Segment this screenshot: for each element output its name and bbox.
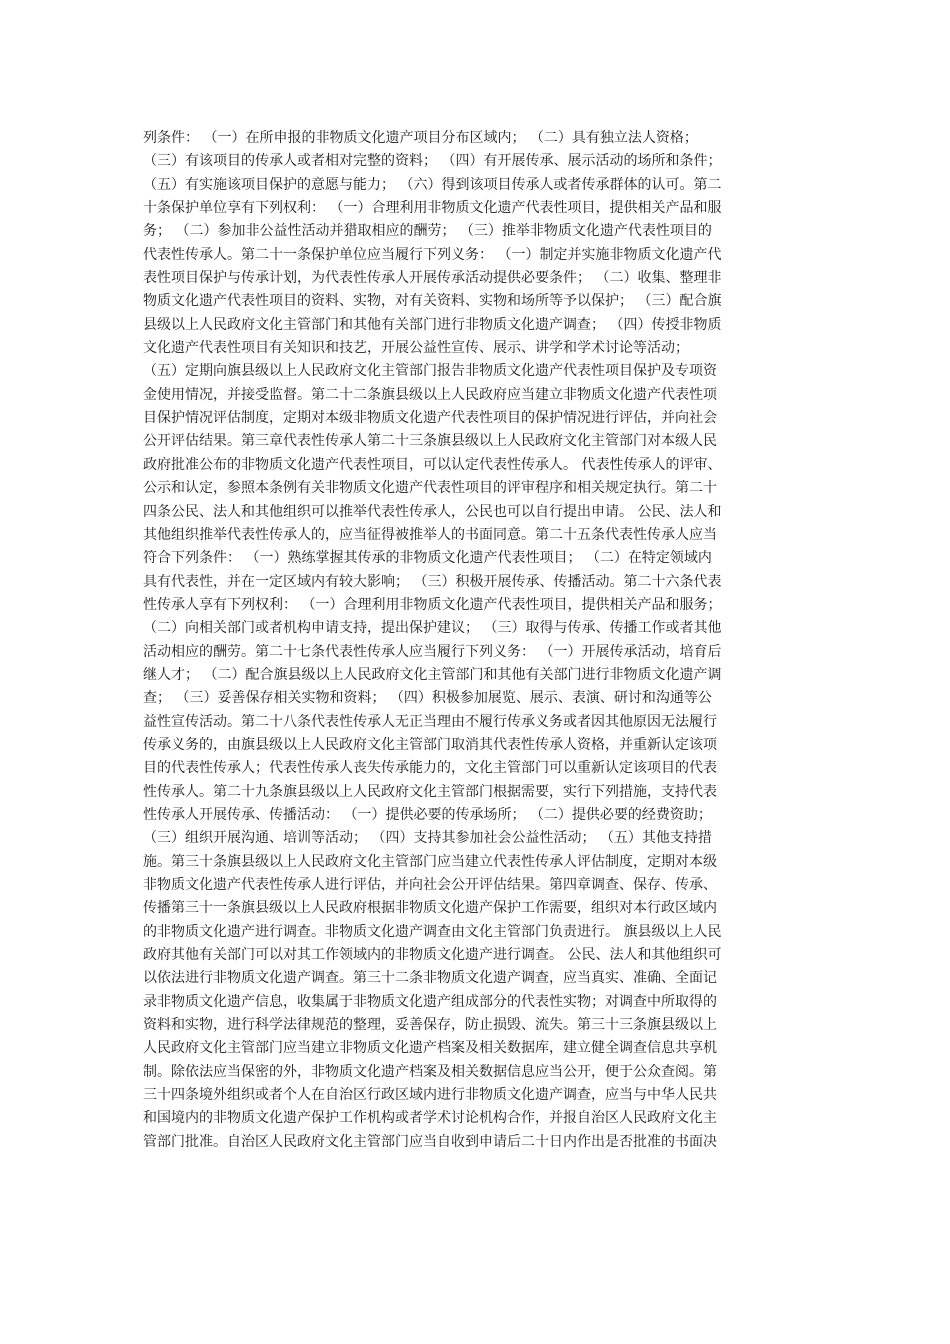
- document-body-text: [143, 127, 823, 1154]
- text-line: （三）有该项目的传承人或者相对完整的资料； （四）有开展传承、展示活动的场所和条件；: [143, 153, 722, 170]
- text-line: 施。第三十条旗县级以上人民政府文化主管部门应当建立代表性传承人评估制度，定期对本级: [143, 853, 717, 870]
- text-line: 四条公民、法人和其他组织可以推举代表性传承人，公民也可以自行提出申请。 公民、法人和: [143, 503, 722, 520]
- text-line: 符合下列条件： （一）熟练掌握其传承的非物质文化遗产代表性项目； （二）在特定领域内: [143, 550, 712, 567]
- text-line: 代表性传承人。第二十一条保护单位应当履行下列义务： （一）制定并实施非物质文化遗产代: [143, 246, 722, 263]
- text-line: 县级以上人民政府文化主管部门和其他有关部门进行非物质文化遗产调查； （四）传授非物质: [143, 316, 722, 333]
- text-line: 和国境内的非物质文化遗产保护工作机构或者学术讨论机构合作，并报自治区人民政府文化主: [143, 1110, 717, 1127]
- text-line: 具有代表性，并在一定区域内有较大影响； （三）积极开展传承、传播活动。第二十六条代表: [143, 573, 722, 590]
- text-line: 制。除依法应当保密的外，非物质文化遗产档案及相关数据信息应当公开，便于公众查阅。第: [143, 1063, 717, 1080]
- text-line: 金使用情况，并接受监督。第二十二条旗县级以上人民政府应当建立非物质文化遗产代表性项: [143, 386, 717, 403]
- text-line: （三）组织开展沟通、培训等活动； （四）支持其参加社会公益性活动； （五）其他支持措: [143, 830, 712, 847]
- text-line: 录非物质文化遗产信息，收集属于非物质文化遗产组成部分的代表性实物；对调查中所取得的: [143, 993, 717, 1010]
- text-line: 的非物质文化遗产进行调查。非物质文化遗产调查由文化主管部门负责进行。 旗县级以上人民: [143, 923, 722, 940]
- text-line: 表性项目保护与传承计划，为代表性传承人开展传承活动提供必要条件； （二）收集、整理非: [143, 270, 722, 287]
- text-line: 性传承人。第二十九条旗县级以上人民政府文化主管部门根据需要，实行下列措施，支持代表: [143, 783, 717, 800]
- text-line: 政府其他有关部门可以对其工作领域内的非物质文化遗产进行调查。 公民、法人和其他组织可: [143, 947, 722, 964]
- text-line: 列条件： （一）在所申报的非物质文化遗产项目分布区域内； （二）具有独立法人资格；: [143, 130, 698, 146]
- text-line: 目的代表性传承人；代表性传承人丧失传承能力的，文化主管部门可以重新认定该项目的代表: [143, 760, 717, 777]
- text-line: 传承义务的，由旗县级以上人民政府文化主管部门取消其代表性传承人资格，并重新认定该项: [143, 736, 717, 753]
- text-line: 益性宣传活动。第二十八条代表性传承人无正当理由不履行传承义务或者因其他原因无法履行: [143, 713, 717, 730]
- text-line: 管部门批准。自治区人民政府文化主管部门应当自收到申请后二十日内作出是否批准的书面决: [143, 1133, 717, 1150]
- text-line: 三十四条境外组织或者个人在自治区行政区域内进行非物质文化遗产调查，应当与中华人民共: [143, 1087, 717, 1104]
- text-line: 传播第三十一条旗县级以上人民政府根据非物质文化遗产保护工作需要，组织对本行政区域内: [143, 900, 717, 917]
- text-line: 其他组织推举代表性传承人的，应当征得被推举人的书面同意。第二十五条代表性传承人应当: [143, 526, 717, 543]
- text-line: （五）定期向旗县级以上人民政府文化主管部门报告非物质文化遗产代表性项目保护及专项资: [143, 363, 717, 380]
- text-line: 活动相应的酬劳。第二十七条代表性传承人应当履行下列义务： （一）开展传承活动，培育后: [143, 643, 722, 660]
- text-line: 十条保护单位享有下列权利： （一）合理利用非物质文化遗产代表性项目，提供相关产品和服: [143, 200, 722, 217]
- text-line: 物质文化遗产代表性项目的资料、实物，对有关资料、实物和场所等予以保护； （三）配合旗: [143, 293, 722, 310]
- text-line: 非物质文化遗产代表性传承人进行评估，并向社会公开评估结果。第四章调查、保存、传承、: [143, 877, 717, 893]
- text-line: 性传承人享有下列权利： （一）合理利用非物质文化遗产代表性项目，提供相关产品和服务；: [143, 596, 722, 613]
- text-line: 务； （二）参加非公益性活动并猎取相应的酬劳； （三）推举非物质文化遗产代表性项目的: [143, 223, 712, 240]
- text-line: 查； （三）妥善保存相关实物和资料； （四）积极参加展览、展示、表演、研讨和沟通等公: [143, 690, 712, 707]
- text-line: 性传承人开展传承、传播活动： （一）提供必要的传承场所； （二）提供必要的经费资助；: [143, 806, 712, 823]
- text-line: 文化遗产代表性项目有关知识和技艺，开展公益性宣传、展示、讲学和学术讨论等活动；: [143, 340, 689, 357]
- text-line: 政府批准公布的非物质文化遗产代表性项目，可以认定代表性传承人。 代表性传承人的评审、: [143, 456, 722, 473]
- text-line: 继人才； （二）配合旗县级以上人民政府文化主管部门和其他有关部门进行非物质文化遗产调: [143, 666, 722, 683]
- text-line: （二）向相关部门或者机构申请支持，提出保护建议； （三）取得与传承、传播工作或者其他: [143, 620, 722, 637]
- text-line: 人民政府文化主管部门应当建立非物质文化遗产档案及相关数据库，建立健全调查信息共享机: [143, 1040, 717, 1057]
- text-line: 公示和认定，参照本条例有关非物质文化遗产代表性项目的评审程序和相关规定执行。第二十: [143, 480, 717, 497]
- text-line: 公开评估结果。第三章代表性传承人第二十三条旗县级以上人民政府文化主管部门对本级人民: [143, 433, 717, 450]
- text-line: 资料和实物，进行科学法律规范的整理，妥善保存，防止损毁、流失。第三十三条旗县级以上: [143, 1017, 717, 1034]
- text-line: 以依法进行非物质文化遗产调查。第三十二条非物质文化遗产调查，应当真实、准确、全面记: [143, 970, 717, 987]
- text-line: 目保护情况评估制度，定期对本级非物质文化遗产代表性项目的保护情况进行评估，并向社会: [143, 410, 717, 427]
- text-line: （五）有实施该项目保护的意愿与能力； （六）得到该项目传承人或者传承群体的认可。第二: [143, 176, 722, 193]
